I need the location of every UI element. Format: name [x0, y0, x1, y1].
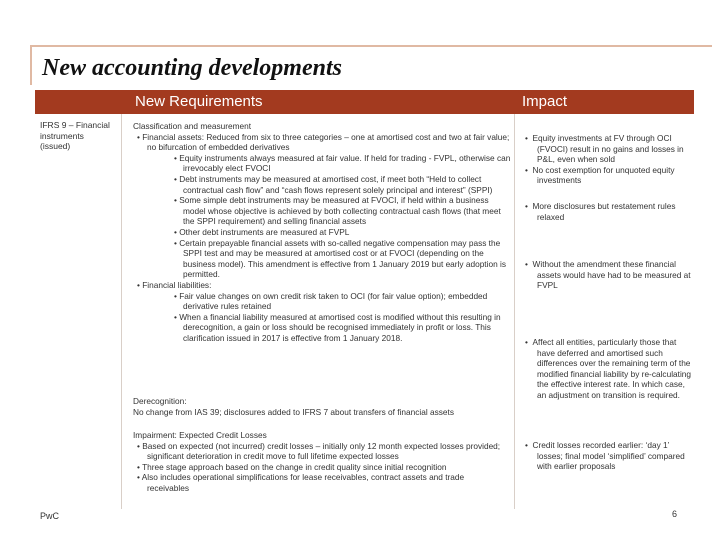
column-divider-left: [121, 114, 122, 509]
impact-disclosures: [522, 201, 692, 222]
impact-liabilities: [522, 337, 692, 401]
asset-item-text: Debt instruments may be measured at amortised cost, if meet both “Held to collect contractual cash flow” and “cash flows represent solely principal and interest” (SPPI): [179, 173, 493, 195]
impact-item-text: Credit losses recorded earlier: ‘day 1’ losses; final model ‘simplified’ compared with earlier proposals: [532, 440, 685, 472]
financial-assets-bullet: • Financial assets: Reduced from six to three categories – one at amortised cost and two at fair value; no bifurcation of embedded derivatives: [137, 131, 510, 153]
page-number: 6: [672, 509, 678, 519]
asset-item: • Some simple debt instruments may be measured at FVOCI, if held within a business model whose objective is achieved by both collecting contractual cash flows (that meet the SPPI requirement) and selling financial assets: [174, 195, 501, 227]
top-rule: [30, 45, 712, 47]
impairment-item: • Based on expected (not incurred) credit losses – initially only 12 month expected losses provided; significant deterioration in credit move to full lifetime expected losses: [137, 440, 501, 462]
impact-item: • Equity investments at FV through OCI (FVOCI) result in no gains and losses in P&L, even when sold: [525, 133, 684, 165]
impairment-item-text: Based on expected (not incurred) credit losses – initially only 12 month expected losses provided; significant deterioration in credit move to full lifetime expected losses: [142, 440, 501, 462]
classification-section: [133, 121, 513, 343]
impact-item-text: Equity investments at FV through OCI (FVOCI) result in no gains and losses in P&L, even when sold: [532, 133, 684, 165]
impact-equity-group: [522, 133, 692, 186]
impairment-item-text: Three stage approach based on the change in credit quality since initial recognition: [142, 461, 447, 472]
impact-item-text: Affect all entities, particularly those that have deferred and amortised such differences over the remaining term of the modified financial liability by re-calculating the effective interest rate. In which case, an adjustment on transition is required.: [532, 337, 692, 400]
financial-liabilities-text: Financial liabilities:: [142, 279, 212, 290]
liability-item-text: When a financial liability measured at amortised cost is modified without this resulting in derecognition, a gain or loss should be recognised immediately in profit or loss. This clarification issued in 2017 is effective from 1 January 2018.: [179, 311, 501, 343]
classification-heading: Classification and measurement: [133, 121, 252, 131]
asset-item: • Certain prepayable financial assets with so-called negative compensation may pass the SPPI test and may be measured at amortised cost or at FVOCI (depending on the business model). This amendment is effective from 1 January 2019 but early adoption is permitted.: [174, 237, 506, 280]
impact-item-text: No cost exemption for unquoted equity investments: [532, 164, 675, 186]
impact-item-text: Without the amendment these financial assets would have had to be measured at FVPL: [532, 259, 691, 291]
table-header: [35, 90, 694, 114]
impairment-section: [133, 430, 508, 494]
asset-item-text: Some simple debt instruments may be measured at FVOCI, if held within a business model whose objective is achieved by both collecting contractual cash flows (that meet the SPPI requirement) and selling financial assets: [179, 195, 501, 227]
derecognition-text: No change from IAS 39; disclosures added to IFRS 7 about transfers of financial assets: [133, 406, 454, 417]
asset-item: • Other debt instruments are measured at FVPL: [174, 226, 350, 237]
impact-credit-losses: [522, 440, 692, 472]
derecognition-section: [133, 396, 508, 417]
header-requirements: New Requirements: [135, 93, 263, 110]
impact-item: • Without the amendment these financial assets would have had to be measured at FVPL: [525, 259, 691, 291]
derecognition-heading: Derecognition:: [133, 396, 187, 406]
liability-item: • When a financial liability measured at amortised cost is modified without this resulting in derecognition, a gain or loss should be recognised immediately in profit or loss. This clarification issued in 2017 is effective from 1 January 2018.: [174, 311, 501, 343]
financial-liabilities-bullet: • Financial liabilities:: [137, 279, 212, 290]
asset-item: • Equity instruments always measured at fair value. If held for trading - FVPL, otherwise can irrevocably elect FVOCI: [174, 152, 511, 174]
impairment-item: • Three stage approach based on the change in credit quality since initial recognition: [137, 461, 447, 472]
page-title: New accounting developments: [42, 55, 342, 81]
liability-item-text: Fair value changes on own credit risk taken to OCI (for fair value option); embedded derivative rules retained: [179, 290, 488, 312]
asset-item-text: Other debt instruments are measured at FVPL: [179, 226, 350, 237]
header-impact: Impact: [522, 93, 568, 110]
financial-assets-text: Financial assets: Reduced from six to three categories – one at amortised cost and two at fair value; no bifurcation of embedded derivatives: [142, 131, 510, 153]
row-label: IFRS 9 – Financial instruments (issued): [40, 120, 110, 151]
liability-item: • Fair value changes on own credit risk taken to OCI (for fair value option); embedded derivative rules retained: [174, 290, 488, 312]
asset-item-text: Equity instruments always measured at fair value. If held for trading - FVPL, otherwise can irrevocably elect FVOCI: [179, 152, 511, 174]
impact-item: • Credit losses recorded earlier: ‘day 1’ losses; final model ‘simplified’ compared with earlier proposals: [525, 440, 685, 472]
footer-brand: PwC: [40, 511, 60, 521]
impairment-item: • Also includes operational simplifications for lease receivables, contract assets and trade receivables: [137, 472, 465, 493]
impact-item-text: More disclosures but restatement rules relaxed: [532, 201, 676, 222]
impairment-heading: Impairment: Expected Credit Losses: [133, 430, 267, 440]
impairment-item-text: Also includes operational simplifications for lease receivables, contract assets and trade receivables: [141, 472, 465, 493]
left-rule: [30, 45, 32, 85]
impact-amendment: [522, 259, 692, 291]
column-divider-right: [514, 114, 515, 509]
impact-item: • More disclosures but restatement rules relaxed: [525, 201, 676, 222]
impact-item: • No cost exemption for unquoted equity investments: [525, 164, 675, 186]
asset-item: • Debt instruments may be measured at amortised cost, if meet both “Held to collect contractual cash flow” and “cash flows represent solely principal and interest” (SPPI): [174, 173, 493, 195]
asset-item-text: Certain prepayable financial assets with so-called negative compensation may pass the SPPI test and may be measured at amortised cost or at FVOCI (depending on the business model). This amendment is effective from 1 January 2019 but early adoption is permitted.: [179, 237, 506, 280]
impact-item: • Affect all entities, particularly those that have deferred and amortised such differences over the remaining term of the modified financial liability by re-calculating the effective interest rate. In which case, an adjustment on transition is required.: [525, 337, 692, 400]
